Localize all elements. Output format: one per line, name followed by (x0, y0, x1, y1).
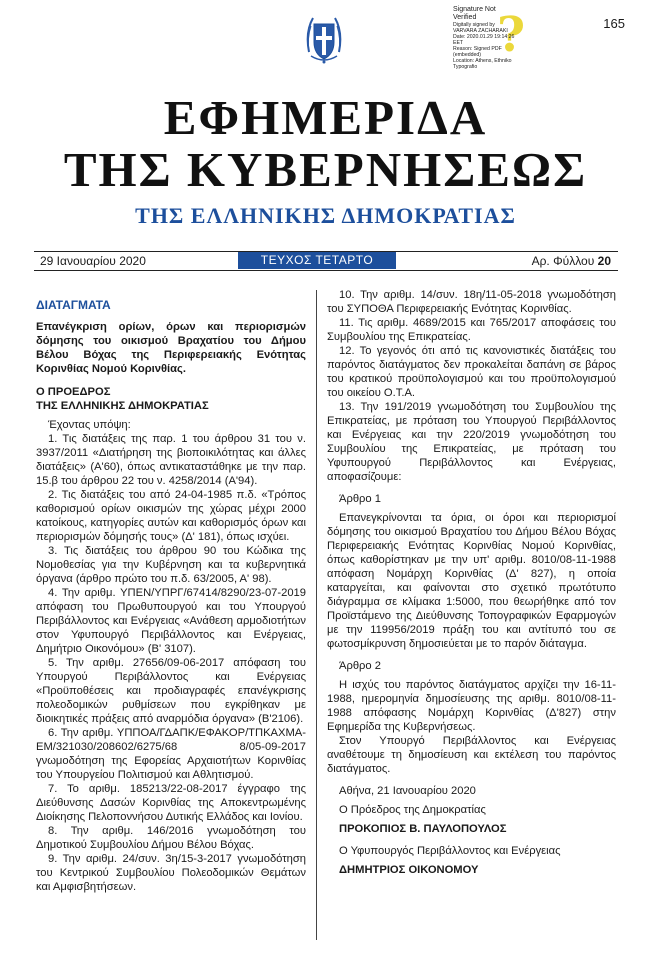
signature-line: Typografio (453, 64, 478, 70)
signature-line: Location: Athens, Ethniko (453, 58, 512, 64)
recital-item: 5. Την αριθμ. 27656/09-06-2017 απόφαση του Υπουργού Περιβάλλοντος και Ενέργειας «Προϋποθέσεις και προδιαγραφές επανέγκρισης πολεοδομικών ρυθμίσεων που εγκρίθηκαν με διοικητικές πράξεις από αναρμόδια όργανα» (Β'2106). (36, 657, 306, 725)
column-divider (316, 290, 317, 940)
recital-item: 9. Την αριθμ. 24/συν. 3η/15-3-2017 γνωμοδότηση του Κεντρικού Συμβουλίου Πολεοδομικών Θεμάτων και Αμφισβητήσεων. (36, 853, 306, 893)
section-title: ΔΙΑΤΑΓΜΑΤΑ (36, 298, 111, 312)
article-2-text: Η ισχύς του παρόντος διατάγματος αρχίζει την 16-11-1988, ημερομηνία δημοσίευσης της αριθμ. 8010/08-11-1988 απόφασης Νομάρχη Κορινθίας (Δ'827) στην Εφημερίδα της Κυβερνήσεως. (327, 679, 616, 733)
signature-line: Date: 2020.01.29 19:14:26 (453, 34, 515, 40)
article-1-title: Άρθρο 1 (339, 493, 381, 505)
recital-item: 7. Το αριθμ. 185213/22-08-2017 έγγραφο της Διεύθυνσης Δασών Κορινθίας της Αποκεντρωμένης Διοίκησης Πελοποννήσου Δυτικής Ελλάδος και Ιονίου. (36, 783, 306, 823)
president-title: Ο ΠΡΟΕΔΡΟΣ (36, 386, 111, 398)
recital-item: 4. Την αριθμ. ΥΠΕΝ/ΥΠΡΓ/67414/8290/23-07-2019 απόφαση του Πρωθυπουργού και του Υπουργού Περιβάλλοντος και Ενέργειας «Ανάθεση αρμοδιοτήτων στον Υφυπουργό Περιβάλλοντος και Ενέργειας, Δημήτριο Οικονόμου» (Β' 3107). (36, 587, 306, 655)
recital-item: 13. Την 191/2019 γνωμοδότηση του Συμβουλίου της Επικρατείας, με πρόταση του Υπουργού Περιβάλλοντος και Ενέργειας και την 220/2019 γνωμοδότηση του Συμβουλίου της Επικρατείας, με πρόταση του Υφυπουργού Περιβάλλοντος και Ενέργειας, αποφασίζουμε: (327, 401, 616, 483)
recital-item: 11. Τις αριθμ. 4689/2015 και 765/2017 αποφάσεις του Συμβουλίου της Επικρατείας. (327, 317, 616, 343)
masthead-subtitle: ΤΗΣ ΕΛΛΗΝΙΚΗΣ ΔΗΜΟΚΡΑΤΙΑΣ (135, 203, 516, 228)
recital-item: 1. Τις διατάξεις της παρ. 1 του άρθρου 31 του ν. 3937/2011 «Διατήρηση της βιοποικιλότητας και άλλες διατάξεις» (Α'60), όπως αντικαταστάθηκε με την παρ. 15.β του άρθρου 22 του ν. 4258/2014 (Α'94). (36, 433, 306, 487)
masthead-title-line2: ΤΗΣ ΚΥΒΕΡΝΗΣΕΩΣ (63, 142, 588, 197)
sheet-number-value: 20 (597, 254, 611, 268)
minister-role: Ο Υφυπουργός Περιβάλλοντος και Ενέργειας (339, 845, 561, 857)
masthead-title-line1: ΕΦΗΜΕΡΙΔΑ (163, 90, 488, 145)
recital-item: 6. Την αριθμ. ΥΠΠΟΑ/ΓΔΑΠΚ/ΕΦΑΚΟΡ/ΤΠΚΑΧΜΑ-ΕΜ/321030/208602/6275/68 8/05-09-2017 γνωμοδότηση της Εφορείας Αρχαιοτήτων Κορινθίας του Υπουργείου Πολιτισμού και Αθλητισμού. (36, 727, 306, 781)
issue-type-badge: ΤΕΥΧΟΣ ΤΕΤΑΡΤΟ (238, 252, 396, 269)
signature-line: Reason: Signed PDF (453, 46, 502, 52)
signature-question-mark-icon: ? (497, 7, 526, 63)
recital-item: 10. Την αριθμ. 14/συν. 18η/11-05-2018 γνωμοδότηση του ΣΥΠΟΘΑ Περιφερειακής Ενότητας Κορινθίας. (327, 289, 616, 315)
article-1-text: Επανεγκρίνονται τα όρια, οι όροι και περιορισμοί δόμησης του οικισμού Βραχατίου του Δήμου Βέλου Βόχας Περιφερειακής Ενότητας Κορινθίας Νομού Κορινθίας, όπως καθορίστηκαν με την υπ' αριθμ. 8010/08-11-1988 απόφαση Νομάρχη Κορινθίας (Δ' 827), η οποία καταργείται, και φαίνονται στο σχετικό πρωτότυπο διάγραμμα σε κλίμακα 1:5000, που θεωρήθηκε από τον Προϊστάμενο της Διεύθυνσης Τοπογραφικών Εφαρμογών με την 119956/2019 πράξη του και αντίτυπό του σε φωτοσμίκρυνση δημοσιεύεται με το παρόν διάταγμα. (327, 512, 616, 650)
signature-line: EET (453, 40, 464, 46)
page-number: 165 (603, 16, 625, 31)
right-column (327, 288, 616, 877)
signature-line: Verified (453, 14, 477, 21)
signature-line: VARVARA ZACHARAKI (453, 28, 508, 34)
sheet-number (532, 254, 611, 268)
decree-subject: Επανέγκριση ορίων, όρων και περιορισμών δόμησης του οικισμού Βραχατίου του Δήμου Βέλου Βόχας της Περιφερειακής Ενότητας Κορινθίας Νομού Κορινθίας. (36, 321, 306, 375)
president-title: ΤΗΣ ΕΛΛΗΝΙΚΗΣ ΔΗΜΟΚΡΑΤΙΑΣ (36, 400, 209, 412)
minister-name: ΔΗΜΗΤΡΙΟΣ ΟΙΚΟΝΟΜΟΥ (339, 864, 479, 876)
left-column (36, 288, 306, 894)
digital-signature-stamp (453, 6, 573, 74)
president-name: ΠΡΟΚΟΠΙΟΣ Β. ΠΑΥΛΟΠΟΥΛΟΣ (339, 823, 507, 835)
sheet-number-label: Αρ. Φύλλου (531, 254, 595, 268)
place-date: Αθήνα, 21 Ιανουαρίου 2020 (339, 785, 476, 797)
recital-item: 12. Το γεγονός ότι από τις κανονιστικές διατάξεις του παρόντος διατάγματος δεν προκαλείται δαπάνη σε βάρος του κρατικού προϋπολογισμού και του προϋπολογισμού του οικείου Ο.Τ.Α. (327, 345, 616, 399)
president-role: Ο Πρόεδρος της Δημοκρατίας (339, 804, 486, 816)
article-2-title: Άρθρο 2 (339, 660, 381, 672)
signature-line: Signature Not (453, 6, 496, 13)
recital-item: 8. Την αριθμ. 146/2016 γνωμοδότηση του Δημοτικού Συμβουλίου Δήμου Βέλου Βόχας. (36, 825, 306, 851)
issue-date: 29 Ιανουαρίου 2020 (40, 254, 146, 268)
considering-heading: Έχοντας υπόψη: (48, 419, 131, 431)
signature-line: Digitally signed by (453, 22, 495, 28)
signature-line: (embedded) (453, 52, 481, 58)
issue-bar-bottom-rule (34, 270, 618, 271)
recital-item: 2. Τις διατάξεις του από 24-04-1985 π.δ. «Τρόπος καθορισμού ορίων οικισμών της χώρας μέχρι 2000 κατοίκους, κατηγορίες αυτών και καθορισμός όρων και περιορισμών δόμησής τους» (Δ' 181), όπως ισχύει. (36, 489, 306, 543)
recital-item: 3. Τις διατάξεις του άρθρου 90 του Κώδικα της Νομοθεσίας για την Κυβέρνηση και τα κυβερνητικά όργανα (άρθρο πρώτο του π.δ. 63/2005, Α' 98). (36, 545, 306, 585)
greek-coat-of-arms-emblem (305, 12, 343, 68)
closing-text: Στον Υπουργό Περιβάλλοντος και Ενέργειας αναθέτουμε τη δημοσίευση και εκτέλεση του παρόντος διατάγματος. (327, 735, 616, 775)
